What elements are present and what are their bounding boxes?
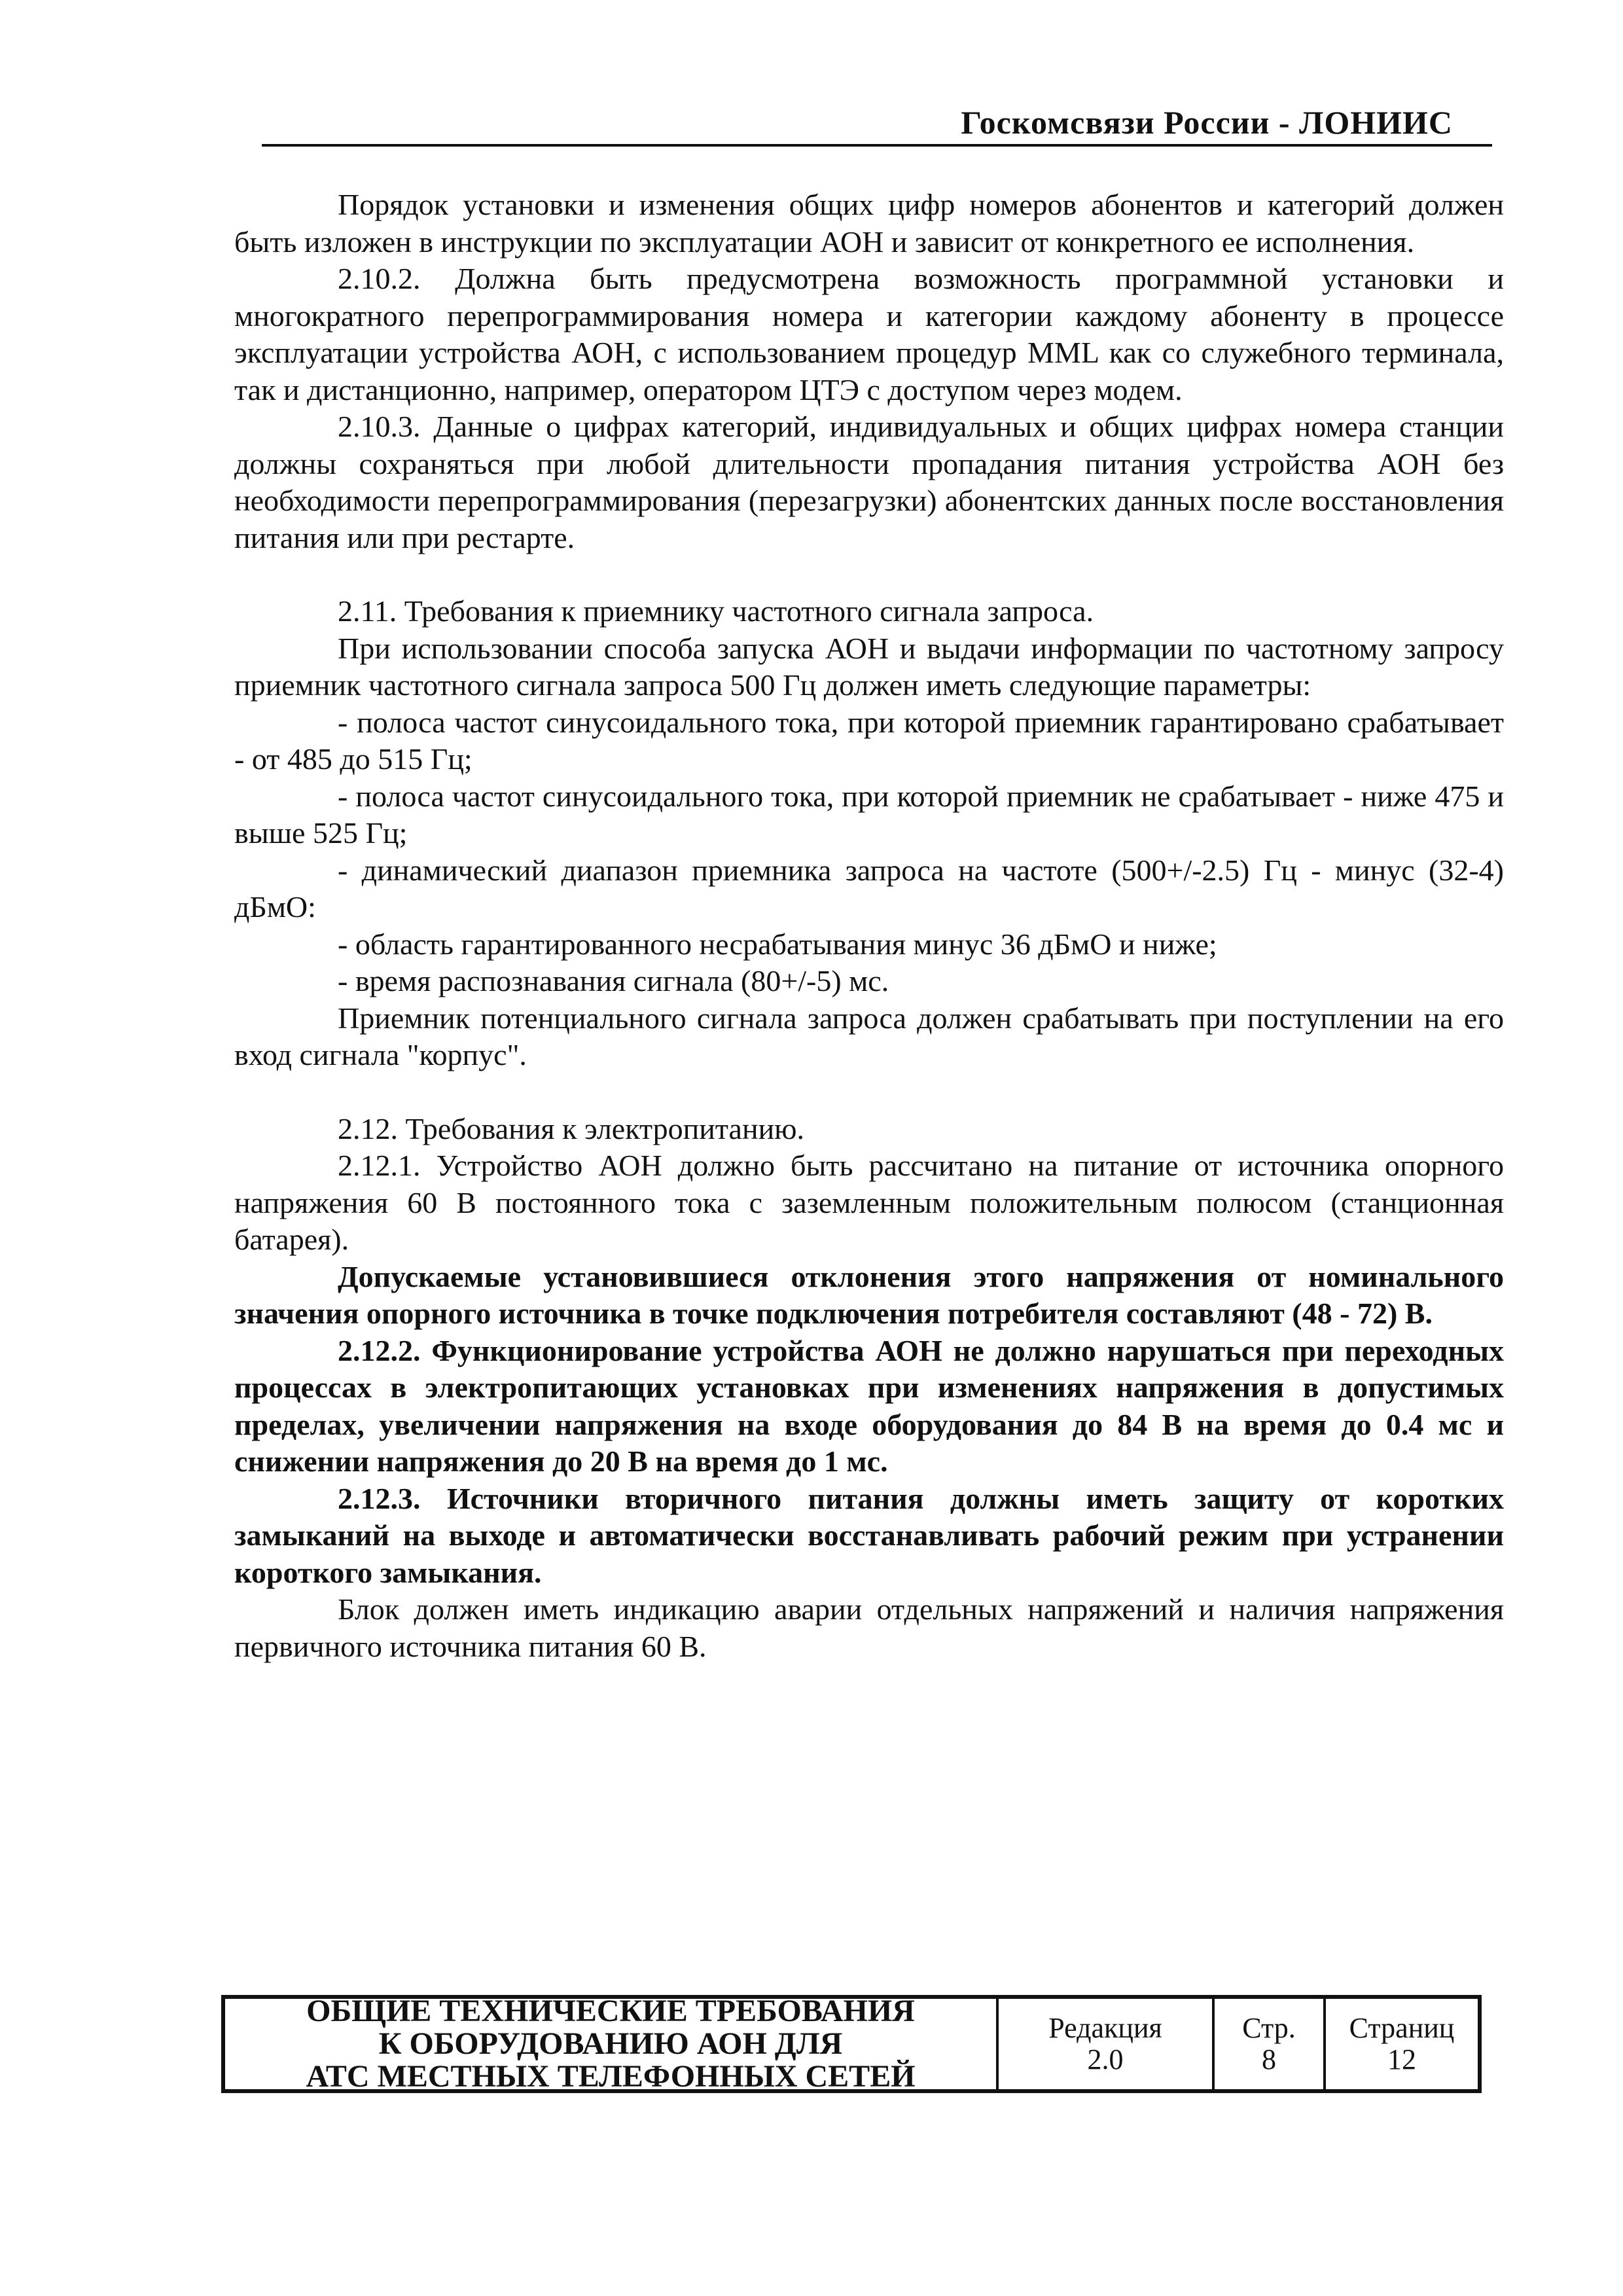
- pages-label: Страниц: [1349, 2012, 1455, 2044]
- paragraph: 2.12.2. Функционирование устройства АОН не должно нарушаться при переходных процессах в электропитающих установках при изменениях напряжения в допустимых пределах, увеличении напряжения на входе оборудования до 84 В на время до 0.4 мс и снижении напряжения до 20 В на время до 1 мс.: [234, 1333, 1504, 1478]
- list-item: - область гарантированного несрабатывания минус 36 дБмО и ниже;: [338, 927, 1217, 961]
- section-heading: 2.12. Требования к электропитанию.: [338, 1111, 805, 1145]
- header-org: Госкомсвязи России - ЛОНИИС: [961, 104, 1453, 141]
- list-item: - время распознавания сигнала (80+/-5) мс.: [338, 964, 889, 997]
- paragraph: 2.12.1. Устройство АОН должно быть рассчитано на питание от источника опорного напряжения 60 В постоянного тока с заземленным положительным полюсом (станционная батарея).: [234, 1149, 1504, 1256]
- paragraph: Допускаемые установившиеся отклонения этого напряжения от номинального значения опорного источника в точке подключения потребителя составляют (48 - 72) В.: [234, 1259, 1504, 1330]
- page-header: [262, 98, 1492, 147]
- paragraph: 2.10.2. Должна быть предусмотрена возможность программной установки и многократного перепрограммирования номера и категории каждому абоненту в процессе эксплуатации устройства АОН, с использованием процедур MML как со служебного терминала, так и дистанционно, например, оператором ЦТЭ с доступом через модем.: [234, 262, 1504, 406]
- title-line: АТС МЕСТНЫХ ТЕЛЕФОННЫХ СЕТЕЙ: [306, 2059, 916, 2094]
- list-item: - полоса частот синусоидального тока, при которой приемник гарантировано срабатывает - от 485 до 515 Гц;: [234, 705, 1504, 776]
- paragraph: Порядок установки и изменения общих цифр номеров абонентов и категорий должен быть изложен в инструкции по эксплуатации АОН и зависит от конкретного ее исполнения.: [234, 188, 1504, 259]
- document-body: [234, 187, 1504, 1665]
- edition-cell: [999, 1999, 1215, 2089]
- footer-stamp: [221, 1995, 1482, 2093]
- pages-cell: [1326, 1999, 1478, 2089]
- paragraph: Блок должен иметь индикацию аварии отдельных напряжений и наличия напряжения первичного источника питания 60 В.: [234, 1592, 1504, 1663]
- paragraph: Приемник потенциального сигнала запроса должен срабатывать при поступлении на его вход сигнала "корпус".: [234, 1001, 1504, 1071]
- page-cell: [1215, 1999, 1326, 2089]
- list-item: - полоса частот синусоидального тока, при которой приемник не срабатывает - ниже 475 и выше 525 Гц;: [234, 779, 1504, 850]
- document-title: [225, 1994, 999, 2094]
- page-label: Стр.: [1242, 2012, 1296, 2044]
- paragraph: 2.12.3. Источники вторичного питания должны иметь защиту от коротких замыканий на выходе и автоматически восстанавливать рабочий режим при устранении короткого замыкания.: [234, 1481, 1504, 1589]
- list-item: - динамический диапазон приемника запроса на частоте (500+/-2.5) Гц - минус (32-4) дБмО:: [234, 853, 1504, 924]
- paragraph: 2.10.3. Данные о цифрах категорий, индивидуальных и общих цифрах номера станции должны сохраняться при любой длительности пропадания питания устройства АОН без необходимости перепрограммирования (перезагрузки) абонентских данных после восстановления питания или при рестарте.: [234, 410, 1504, 554]
- page-number: 8: [1262, 2043, 1276, 2075]
- title-line: К ОБОРУДОВАНИЮ АОН ДЛЯ: [378, 2026, 843, 2061]
- pages-total: 12: [1387, 2043, 1416, 2075]
- title-line: ОБЩИЕ ТЕХНИЧЕСКИЕ ТРЕБОВАНИЯ: [306, 1994, 915, 2028]
- edition-value: 2.0: [1087, 2043, 1124, 2075]
- edition-label: Редакция: [1048, 2012, 1162, 2044]
- section-heading: 2.11. Требования к приемнику частотного сигнала запроса.: [338, 594, 1094, 628]
- paragraph: При использовании способа запуска АОН и выдачи информации по частотному запросу приемник частотного сигнала запроса 500 Гц должен иметь следующие параметры:: [234, 631, 1504, 702]
